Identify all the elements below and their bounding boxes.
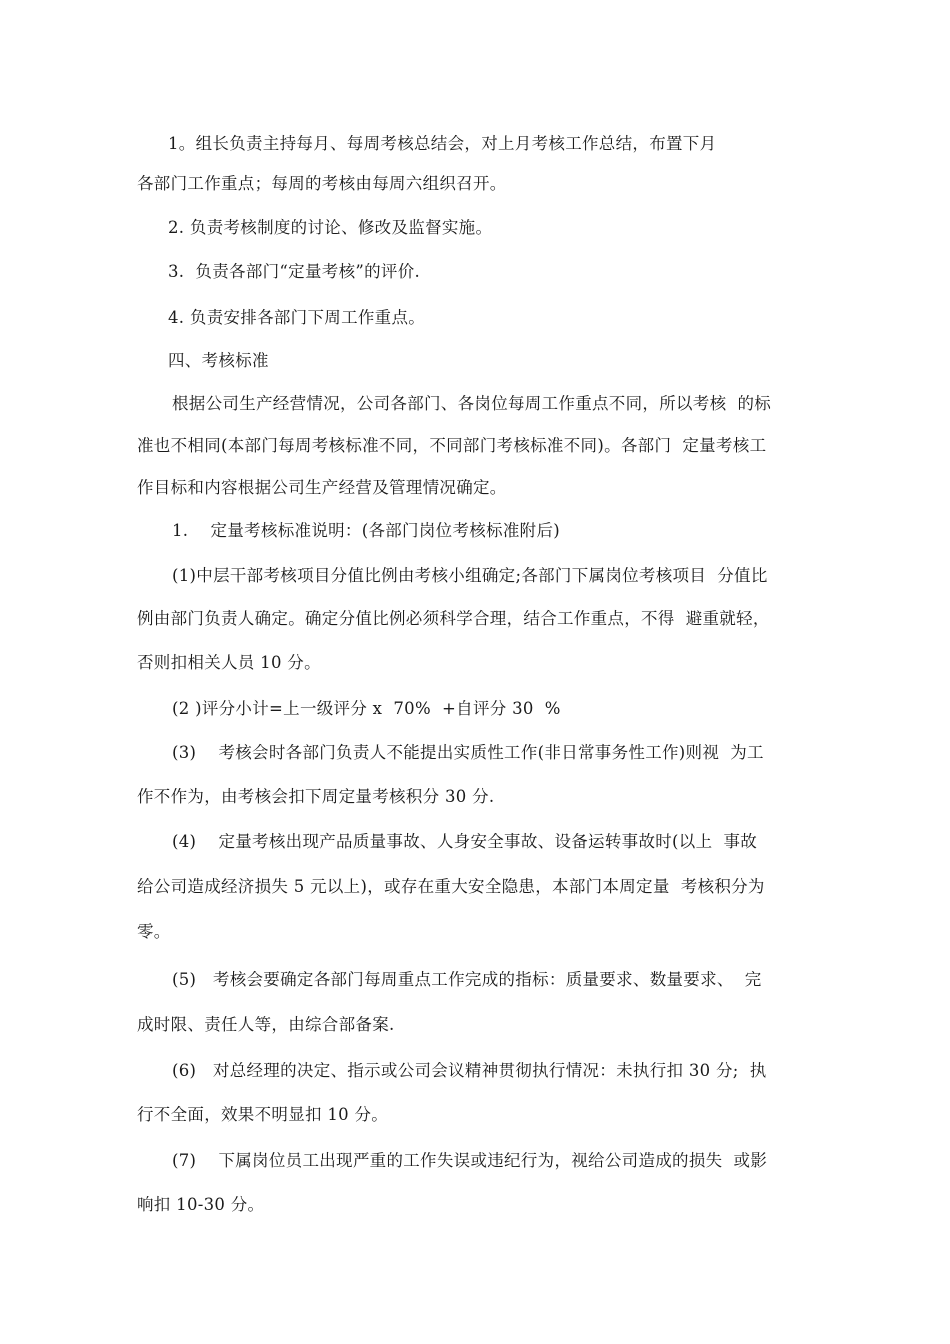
paragraph-line: (3) 考核会时各部门负责人不能提出实质性工作(非日常事务性工作)则视 为工	[172, 743, 764, 762]
paragraph-line: (4) 定量考核出现产品质量事故、人身安全事故、设备运转事故时(以上 事故	[172, 832, 758, 851]
paragraph-line: 4. 负责安排各部门下周工作重点。	[168, 308, 426, 327]
paragraph-line: 1. 定量考核标准说明：(各部门岗位考核标准附后)	[172, 521, 560, 540]
paragraph-line: 否则扣相关人员 10 分。	[137, 653, 321, 672]
paragraph-line: (7) 下属岗位员工出现严重的工作失误或违纪行为，视给公司造成的损失 或影	[172, 1151, 768, 1170]
paragraph-line: 根据公司生产经营情况，公司各部门、各岗位每周工作重点不同，所以考核 的标	[172, 394, 772, 413]
paragraph-line: 例由部门负责人确定。确定分值比例必须科学合理，结合工作重点，不得 避重就轻，	[137, 609, 770, 628]
paragraph-line: (2 )评分小计=上一级评分 x 70% +自评分 30 %	[172, 699, 561, 718]
paragraph-line: 各部门工作重点；每周的考核由每周六组织召开。	[137, 174, 507, 193]
paragraph-line: 准也不相同(本部门每周考核标准不同，不同部门考核标准不同)。各部门 定量考核工	[137, 436, 767, 455]
paragraph-line: 1。组长负责主持每月、每周考核总结会，对上月考核工作总结，布置下月	[168, 134, 717, 153]
paragraph-line: 响扣 10-30 分。	[137, 1195, 265, 1214]
paragraph-line: (5) 考核会要确定各部门每周重点工作完成的指标：质量要求、数量要求、 完	[172, 970, 762, 989]
paragraph-line: 行不全面，效果不明显扣 10 分。	[137, 1105, 389, 1124]
paragraph-line: 3. 负责各部门“定量考核”的评价.	[168, 262, 421, 281]
paragraph-line: 给公司造成经济损失 5 元以上)，或存在重大安全隐患，本部门本周定量 考核积分为	[137, 877, 765, 896]
paragraph-line: (6) 对总经理的决定、指示或公司会议精神贯彻执行情况：未执行扣 30 分; 执	[172, 1061, 767, 1080]
paragraph-line: 2. 负责考核制度的讨论、修改及监督实施。	[168, 218, 493, 237]
paragraph-line: 作不作为，由考核会扣下周定量考核积分 30 分.	[137, 787, 495, 806]
paragraph-line: 成时限、责任人等，由综合部备案.	[137, 1015, 395, 1034]
paragraph-line: (1)中层干部考核项目分值比例由考核小组确定;各部门下属岗位考核项目 分值比	[172, 566, 768, 585]
section-heading: 四、考核标准	[168, 351, 269, 370]
paragraph-line: 零。	[137, 922, 171, 941]
paragraph-line: 作目标和内容根据公司生产经营及管理情况确定。	[137, 478, 507, 497]
